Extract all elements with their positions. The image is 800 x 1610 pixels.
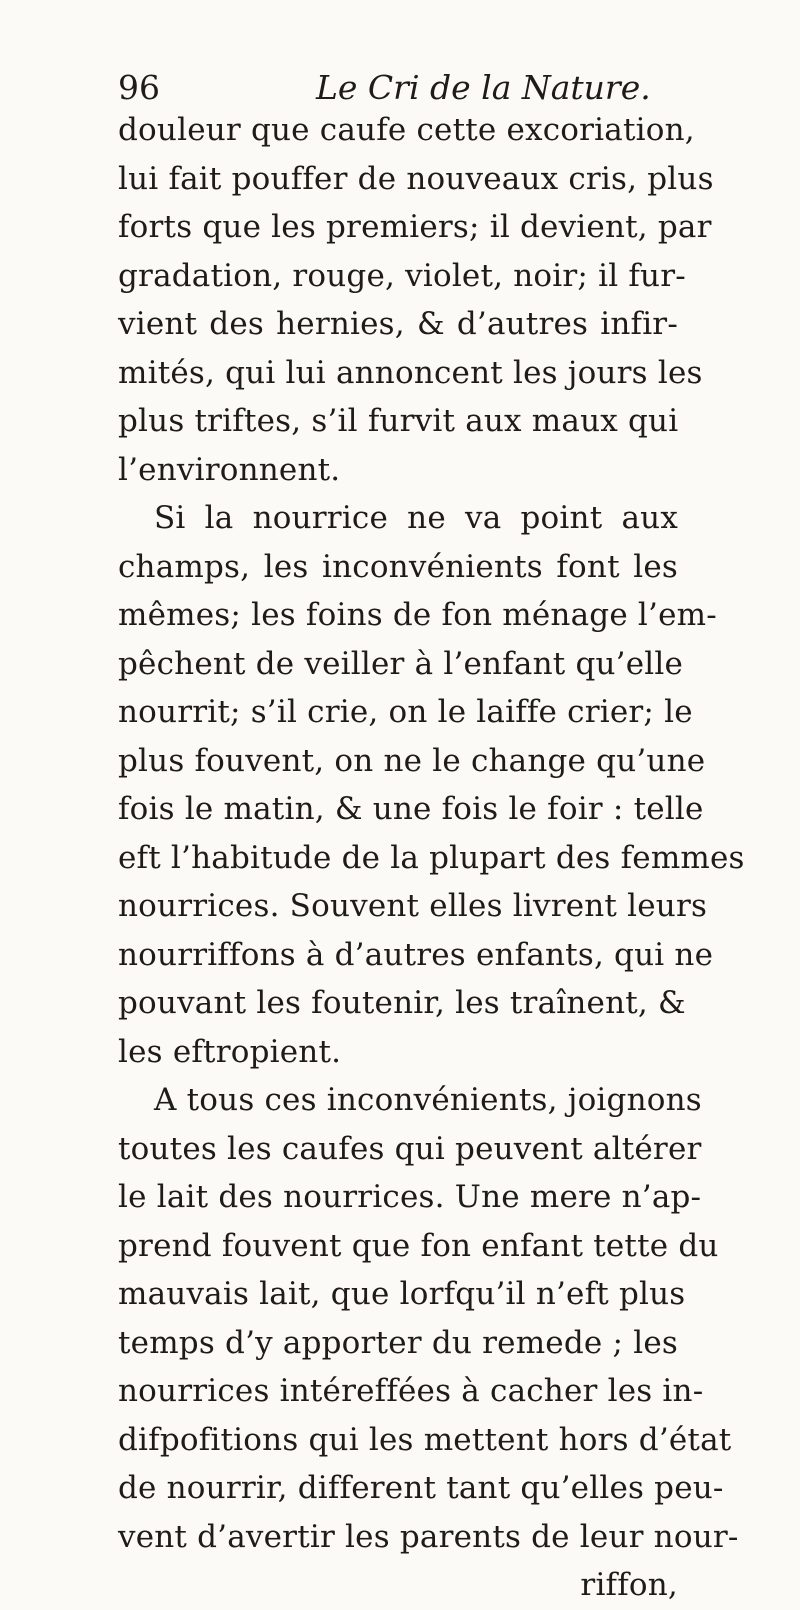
text-line: vient des hernies, & d’autres infir- — [118, 306, 678, 342]
text-line: lui fait pouffer de nouveaux cris, plus — [118, 160, 714, 197]
text-line: champs, les inconvénients font les — [118, 548, 678, 585]
text-line: nourrices intéreffées à cacher les in- — [118, 1373, 704, 1409]
text-line: les eftropient. — [118, 1033, 342, 1070]
text-line: vent d’avertir les parents de leur nour- — [118, 1518, 739, 1555]
text-line: douleur que caufe cette excoriation, — [118, 112, 695, 148]
text-line: prend fouvent que fon enfant tette du — [118, 1227, 719, 1264]
text-line: temps d’y apporter du remede ; les — [118, 1324, 678, 1361]
text-line: mêmes; les foins de fon ménage l’em- — [118, 597, 717, 633]
body-text — [118, 106, 745, 1610]
text-line: gradation, rouge, violet, noir; il fur- — [118, 257, 686, 294]
paragraph-start-line: Si la nourrice ne va point aux — [154, 500, 678, 536]
text-line: mauvais lait, que lorfqu’il n’eft plus — [118, 1276, 686, 1312]
text-line: l’environnent. — [118, 451, 341, 488]
text-line: plus fouvent, on ne le change qu’une — [118, 742, 706, 779]
running-title: Le Cri de la Nature. — [316, 68, 651, 107]
text-line: toutes les caufes qui peuvent altérer — [118, 1130, 702, 1167]
catchword-line: riffon, — [580, 1567, 678, 1603]
text-line: pouvant les foutenir, les traînent, & — [118, 985, 686, 1021]
text-line: nourrices. Souvent elles livrent leurs — [118, 888, 708, 924]
text-line: mités, qui lui annoncent les jours les — [118, 354, 703, 391]
text-line: eft l’habitude de la plupart des femmes — [118, 839, 745, 876]
text-line: le lait des nourrices. Une mere n’ap- — [118, 1179, 702, 1215]
page-header — [118, 68, 658, 108]
text-line: nourriffons à d’autres enfants, qui ne — [118, 936, 714, 973]
text-line: difpofitions qui les mettent hors d’état — [118, 1421, 732, 1458]
text-line: fois le matin, & une fois le foir : telle — [118, 791, 704, 827]
text-line: nourrit; s’il crie, on le laiffe crier; le — [118, 694, 693, 730]
paragraph-start-line: A tous ces inconvénients, joignons — [154, 1082, 702, 1118]
text-line: forts que les premiers; il devient, par — [118, 209, 712, 245]
text-line: plus triftes, s’il furvit aux maux qui — [118, 403, 679, 439]
page-number: 96 — [118, 68, 160, 107]
text-line: pêchent de veiller à l’enfant qu’elle — [118, 645, 684, 682]
text-line: de nourrir, different tant qu’elles peu- — [118, 1470, 724, 1506]
